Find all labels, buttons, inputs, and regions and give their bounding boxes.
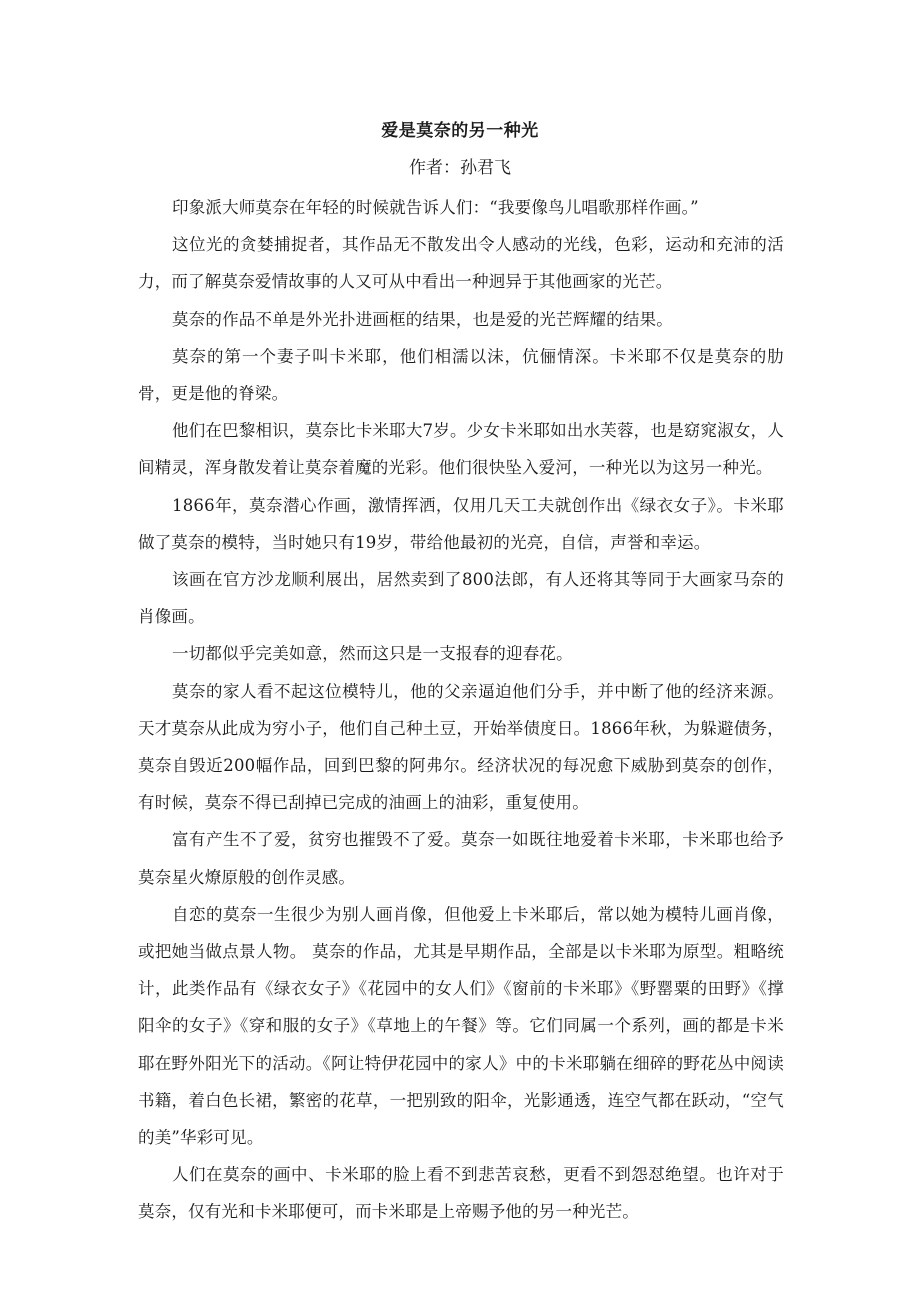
article-body	[138, 189, 784, 1231]
paragraph: 人们在莫奈的画中、卡米耶的脸上看不到悲苦哀愁，更看不到怨怼绝望。也许对于莫奈，仅有光和卡米耶便可，而卡米耶是上帝赐予他的另一种光芒。	[138, 1165, 784, 1222]
paragraph: 印象派大师莫奈在年轻的时候就告诉人们：“我要像鸟儿唱歌那样作画。”	[172, 198, 699, 217]
paragraph: 莫奈的第一个妻子叫卡米耶，他们相濡以沫，伉俪情深。卡米耶不仅是莫奈的肋骨，更是他的脊梁。	[138, 346, 784, 404]
paragraph: 该画在官方沙龙顺利展出，居然卖到了800法郎，有人还将其等同于大画家马奈的肖像画。	[138, 570, 784, 627]
article-author: 作者：孙君飞	[409, 158, 511, 178]
paragraph: 莫奈的家人看不起这位模特儿，他的父亲逼迫他们分手，并中断了他的经济来源。天才莫奈从此成为穷小子，他们自己种土豆，开始举债度日。1866年秋，为躲避债务，莫奈自毁近200幅作品，回到巴黎的阿弗尔。经济状况的每况愈下威胁到莫奈的创作，有时候，莫奈不得已刮掉已完成的油画上的油彩，重复使用。	[138, 681, 784, 813]
paragraph: 自恋的莫奈一生很少为别人画肖像，但他爱上卡米耶后，常以她为模特儿画肖像，或把她当做点景人物。 莫奈的作品，尤其是早期作品，全部是以卡米耶为原型。粗略统计，此类作品有《绿衣女子》《花园中的女人们》《窗前的卡米耶》《野罂粟的田野》《撑阳伞的女子》《穿和服的女子》《草地上的午餐》等。它们同属一个系列，画的都是卡米耶在野外阳光下的活动。《阿让特伊花园中的家人》中的卡米耶躺在细碎的野花丛中阅读书籍，着白色长裙，繁密的花草，一把别致的阳伞，光影通透，连空气都在跃动，“空气的美”华彩可见。	[138, 904, 784, 1148]
paragraph: 一切都似乎完美如意，然而这只是一支报春的迎春花。	[172, 644, 573, 664]
article-title: 爱是莫奈的另一种光	[381, 121, 539, 141]
paragraph: 他们在巴黎相识，莫奈比卡米耶大7岁。少女卡米耶如出水芙蓉，也是窈窕淑女，人间精灵，浑身散发着让莫奈着魔的光彩。他们很快坠入爱河，一种光以为这另一种光。	[138, 421, 784, 478]
paragraph: 富有产生不了爱，贫穷也摧毁不了爱。莫奈一如既往地爱着卡米耶，卡米耶也给予莫奈星火燎原般的创作灵感。	[138, 830, 784, 887]
paragraph: 这位光的贪婪捕捉者，其作品无不散发出令人感动的光线，色彩，运动和充沛的活力，而了解莫奈爱情故事的人又可从中看出一种迥异于其他画家的光芒。	[138, 235, 784, 292]
paragraph: 1866年，莫奈潜心作画，激情挥洒，仅用几天工夫就创作出《绿衣女子》。卡米耶做了莫奈的模特，当时她只有19岁，带给他最初的光亮，自信，声誉和幸运。	[138, 495, 784, 552]
paragraph: 莫奈的作品不单是外光扑进画框的结果，也是爱的光芒辉耀的结果。	[172, 309, 673, 329]
